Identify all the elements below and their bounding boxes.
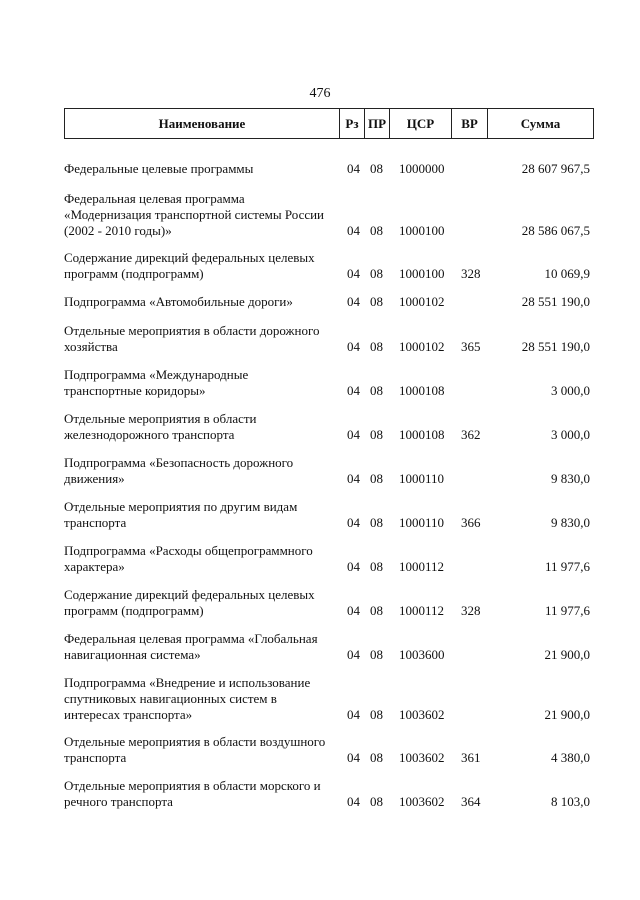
row-name-line: Подпрограмма «Международные	[64, 367, 249, 382]
row-rz: 04	[347, 471, 360, 486]
row-pr: 08	[370, 750, 383, 765]
row-name-line: транспорта	[64, 750, 127, 765]
table-row	[64, 675, 594, 723]
row-csr: 1003600	[399, 647, 445, 662]
table-row	[64, 367, 594, 399]
row-name-line: Отдельные мероприятия в области воздушного	[64, 734, 326, 749]
row-name	[64, 778, 339, 810]
row-csr: 1003602	[399, 707, 445, 722]
row-sum: 10 069,9	[544, 266, 590, 281]
table-row	[64, 161, 594, 177]
row-csr: 1000100	[399, 223, 445, 238]
row-name-line: хозяйства	[64, 339, 118, 354]
row-csr: 1003602	[399, 750, 445, 765]
row-rz: 04	[347, 383, 360, 398]
row-name-line: интересах транспорта»	[64, 707, 193, 722]
row-rz: 04	[347, 707, 360, 722]
row-rz: 04	[347, 647, 360, 662]
row-name-line: транспорта	[64, 515, 127, 530]
row-name	[64, 161, 339, 177]
row-name-line: железнодорожного транспорта	[64, 427, 235, 442]
row-rz: 04	[347, 750, 360, 765]
row-csr: 1003602	[399, 794, 445, 809]
row-name	[64, 675, 339, 723]
row-name-line: транспортные коридоры»	[64, 383, 206, 398]
row-vr: 362	[461, 427, 481, 442]
row-name	[64, 191, 339, 239]
row-name-line: Подпрограмма «Автомобильные дороги»	[64, 294, 293, 309]
row-vr: 328	[461, 603, 481, 618]
header-csr: ЦСР	[390, 109, 452, 138]
row-name	[64, 455, 339, 487]
row-sum: 28 586 067,5	[521, 223, 590, 238]
row-name-line: программ (подпрограмм)	[64, 266, 204, 281]
row-rz: 04	[347, 515, 360, 530]
row-name-line: «Модернизация транспортной системы России	[64, 207, 325, 222]
row-name-line: речного транспорта	[64, 794, 173, 809]
row-vr: 366	[461, 515, 481, 530]
row-name-line: Отдельные мероприятия в области морского и	[64, 778, 321, 793]
row-sum: 28 551 190,0	[521, 339, 590, 354]
row-name-line: Отдельные мероприятия в области дорожного	[64, 323, 320, 338]
row-pr: 08	[370, 794, 383, 809]
row-vr: 365	[461, 339, 481, 354]
row-name-line: Содержание дирекций федеральных целевых	[64, 587, 315, 602]
row-name-line: Подпрограмма «Расходы общепрограммного	[64, 543, 313, 558]
row-name-line: Содержание дирекций федеральных целевых	[64, 250, 315, 265]
row-rz: 04	[347, 223, 360, 238]
table-row	[64, 455, 594, 487]
row-name-line: Федеральные целевые программы	[64, 161, 254, 176]
row-sum: 9 830,0	[551, 515, 590, 530]
row-sum: 28 607 967,5	[521, 161, 590, 176]
row-rz: 04	[347, 427, 360, 442]
row-csr: 1000112	[399, 603, 445, 618]
row-csr: 1000100	[399, 266, 445, 281]
row-pr: 08	[370, 294, 383, 309]
table-row	[64, 323, 594, 355]
row-pr: 08	[370, 559, 383, 574]
row-name	[64, 631, 339, 663]
table-row	[64, 250, 594, 282]
row-pr: 08	[370, 647, 383, 662]
row-sum: 28 551 190,0	[521, 294, 590, 309]
row-pr: 08	[370, 707, 383, 722]
row-vr: 361	[461, 750, 481, 765]
table-row	[64, 499, 594, 531]
row-csr: 1000102	[399, 294, 445, 309]
row-csr: 1000108	[399, 383, 445, 398]
row-rz: 04	[347, 161, 360, 176]
header-vr: ВР	[452, 109, 488, 138]
row-csr: 1000102	[399, 339, 445, 354]
row-rz: 04	[347, 794, 360, 809]
row-vr: 328	[461, 266, 481, 281]
table-row	[64, 543, 594, 575]
row-name	[64, 543, 339, 575]
row-pr: 08	[370, 223, 383, 238]
row-pr: 08	[370, 471, 383, 486]
row-sum: 4 380,0	[551, 750, 590, 765]
row-name-line: программ (подпрограмм)	[64, 603, 204, 618]
row-sum: 21 900,0	[544, 707, 590, 722]
row-sum: 3 000,0	[551, 383, 590, 398]
row-rz: 04	[347, 266, 360, 281]
table-row	[64, 411, 594, 443]
row-name-line: Подпрограмма «Безопасность дорожного	[64, 455, 294, 470]
row-rz: 04	[347, 559, 360, 574]
row-name-line: характера»	[64, 559, 125, 574]
row-csr: 1000108	[399, 427, 445, 442]
row-sum: 3 000,0	[551, 427, 590, 442]
row-sum: 21 900,0	[544, 647, 590, 662]
row-name-line: движения»	[64, 471, 125, 486]
table-row	[64, 778, 594, 810]
row-name	[64, 587, 339, 619]
row-pr: 08	[370, 603, 383, 618]
row-vr: 364	[461, 794, 481, 809]
table-row	[64, 294, 594, 310]
header-sum: Сумма	[520, 115, 561, 131]
row-name-line: (2002 - 2010 годы)»	[64, 223, 172, 238]
row-name-line: Федеральная целевая программа «Глобальная	[64, 631, 318, 646]
row-name	[64, 499, 339, 531]
table-row	[64, 191, 594, 239]
table-header	[64, 108, 594, 139]
row-csr: 1000112	[399, 559, 445, 574]
row-sum: 8 103,0	[551, 794, 590, 809]
row-csr: 1000110	[399, 515, 445, 530]
row-csr: 1000110	[399, 471, 445, 486]
row-pr: 08	[370, 383, 383, 398]
row-sum: 11 977,6	[544, 559, 590, 574]
row-csr: 1000000	[399, 161, 445, 176]
row-name-line: спутниковых навигационных систем в	[64, 691, 277, 706]
table-row	[64, 734, 594, 766]
row-name	[64, 367, 339, 399]
row-name-line: Подпрограмма «Внедрение и использование	[64, 675, 311, 690]
row-pr: 08	[370, 339, 383, 354]
row-pr: 08	[370, 427, 383, 442]
table-row	[64, 631, 594, 663]
row-name	[64, 411, 339, 443]
row-rz: 04	[347, 339, 360, 354]
row-pr: 08	[370, 266, 383, 281]
table-row	[64, 587, 594, 619]
row-name	[64, 250, 339, 282]
row-name-line: Федеральная целевая программа	[64, 191, 245, 206]
row-sum: 11 977,6	[544, 603, 590, 618]
row-pr: 08	[370, 515, 383, 530]
row-name	[64, 734, 339, 766]
page-number: 476	[309, 86, 331, 101]
row-rz: 04	[347, 294, 360, 309]
header-name: Наименование	[65, 109, 340, 138]
header-rz: Рз	[340, 109, 365, 138]
row-name-line: навигационная система»	[64, 647, 201, 662]
row-sum: 9 830,0	[551, 471, 590, 486]
header-pr: ПР	[365, 109, 390, 138]
row-name-line: Отдельные мероприятия по другим видам	[64, 499, 298, 514]
row-pr: 08	[370, 161, 383, 176]
row-rz: 04	[347, 603, 360, 618]
row-name	[64, 323, 339, 355]
row-name	[64, 294, 339, 310]
row-name-line: Отдельные мероприятия в области	[64, 411, 257, 426]
